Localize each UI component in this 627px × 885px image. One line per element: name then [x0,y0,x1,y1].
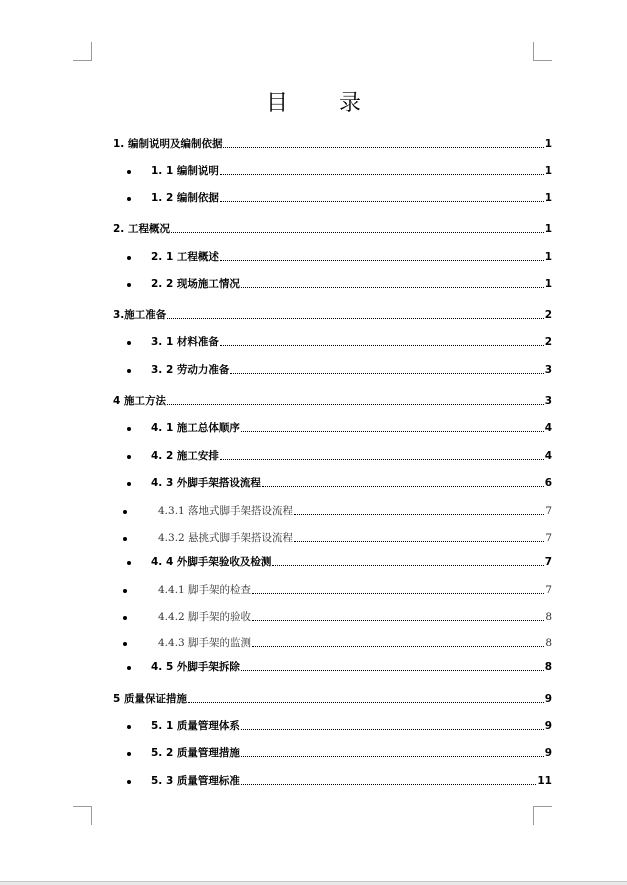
toc-entry[interactable] [158,531,552,545]
toc-entry[interactable] [151,449,552,463]
toc-page-number: 9 [544,720,552,732]
toc-page-number: 2 [544,309,552,321]
toc-page-number: 1 [544,192,552,204]
toc-entry[interactable] [151,476,552,490]
toc-page-number: 3 [544,364,552,376]
toc-entry-label: 1. 1 编制说明 [151,165,219,177]
toc-leader-dots [220,200,544,202]
toc-entry-label: 4. 4 外脚手架验收及检测 [151,556,272,568]
toc-leader-dots [220,458,544,460]
toc-entry[interactable] [151,660,552,674]
toc-page-number: 4 [544,450,552,462]
toc-entry-label: 1. 2 编制依据 [151,192,219,204]
toc-leader-dots [167,317,543,319]
toc-entry[interactable] [158,504,552,518]
crop-mark-top-right [533,42,552,61]
crop-mark-bottom-left [73,806,92,825]
toc-entry[interactable] [158,610,552,624]
toc-entry-label: 4 施工方法 [113,395,166,407]
toc-page-number: 1 [544,251,552,263]
toc-entry-label: 4.4.2 脚手架的验收 [158,611,252,623]
toc-entry[interactable] [151,719,552,733]
toc-entry-label: 4.3.2 悬挑式脚手架搭设流程 [158,532,294,544]
toc-page-number: 1 [544,138,552,150]
toc-page-number: 7 [545,532,552,544]
bullet-icon [127,752,131,756]
bullet-icon [127,256,131,260]
toc-entry-label: 3. 2 劳动力准备 [151,364,230,376]
bullet-icon [127,197,131,201]
toc-page-number: 7 [545,505,552,517]
toc-entry[interactable] [113,692,552,706]
bullet-icon [127,369,131,373]
toc-leader-dots [272,564,543,566]
bullet-icon [127,561,131,565]
bullet-icon [127,427,131,431]
toc-entry[interactable] [151,421,552,435]
toc-page-number: 6 [544,477,552,489]
toc-leader-dots [252,619,544,621]
bullet-icon [127,170,131,174]
toc-leader-dots [223,146,543,148]
bullet-icon [127,725,131,729]
toc-entry-label: 3.施工准备 [113,309,167,321]
toc-entry[interactable] [151,277,552,291]
toc-entry-label: 3. 1 材料准备 [151,336,219,348]
toc-entry-label: 5. 1 质量管理体系 [151,720,240,732]
toc-leader-dots [220,344,544,346]
toc-entry-label: 4.3.1 落地式脚手架搭设流程 [158,505,294,517]
bullet-icon [123,510,127,514]
toc-entry[interactable] [158,583,552,597]
toc-entry[interactable] [151,191,552,205]
toc-entry-label: 4.4.3 脚手架的监测 [158,637,252,649]
toc-leader-dots [252,592,544,594]
bullet-icon [127,780,131,784]
toc-leader-dots [294,513,544,515]
toc-entry[interactable] [113,137,552,151]
toc-leader-dots [241,286,544,288]
bullet-icon [123,537,127,541]
toc-leader-dots [262,485,544,487]
toc-entry[interactable] [113,308,552,322]
toc-entry-label: 4. 1 施工总体顺序 [151,422,240,434]
bullet-icon [123,642,127,646]
toc-page-number: 2 [544,336,552,348]
toc-page-number: 8 [544,661,552,673]
bullet-icon [127,283,131,287]
toc-page-number: 3 [544,395,552,407]
toc-leader-dots [220,259,544,261]
toc-page-number: 4 [544,422,552,434]
toc-entry-label: 2. 1 工程概述 [151,251,219,263]
bullet-icon [123,616,127,620]
bullet-icon [127,341,131,345]
toc-entry[interactable] [151,164,552,178]
toc-entry-label: 5. 2 质量管理措施 [151,747,240,759]
toc-leader-dots [294,540,544,542]
toc-page-number: 7 [545,584,552,596]
toc-leader-dots [241,669,544,671]
toc-entry[interactable] [151,555,552,569]
toc-page-number: 11 [537,775,552,787]
toc-page-number: 7 [544,556,552,568]
toc-entry-label: 2. 2 现场施工情况 [151,278,240,290]
bullet-icon [123,589,127,593]
toc-leader-dots [241,783,536,785]
toc-entry-label: 1. 编制说明及编制依据 [113,138,223,150]
toc-page-number: 1 [544,165,552,177]
toc-entry-label: 4. 5 外脚手架拆除 [151,661,240,673]
toc-entry-label: 4.4.1 脚手架的检查 [158,584,252,596]
toc-leader-dots [241,728,544,730]
toc-entry[interactable] [151,746,552,760]
crop-mark-top-left [73,42,92,61]
toc-entry[interactable] [151,363,552,377]
toc-entry[interactable] [151,250,552,264]
bullet-icon [127,455,131,459]
toc-entry[interactable] [151,774,552,788]
toc-page-number: 8 [545,637,552,649]
toc-page-number: 9 [544,693,552,705]
toc-entry[interactable] [151,335,552,349]
toc-page-number: 8 [545,611,552,623]
toc-page-number: 1 [544,223,552,235]
toc-entry[interactable] [113,222,552,236]
toc-entry-label: 2. 工程概况 [113,223,170,235]
toc-entry[interactable] [113,394,552,408]
toc-entry-label: 4. 3 外脚手架搭设流程 [151,477,261,489]
bullet-icon [127,666,131,670]
toc-leader-dots [241,430,544,432]
toc-entry-label: 5. 3 质量管理标准 [151,775,240,787]
toc-leader-dots [252,645,544,647]
toc-entry[interactable] [158,636,552,650]
crop-mark-bottom-right [533,806,552,825]
toc-leader-dots [220,173,544,175]
toc-entry-label: 5 质量保证措施 [113,693,187,705]
toc-title: 目 录 [266,91,383,116]
toc-page-number: 9 [544,747,552,759]
toc-page-number: 1 [544,278,552,290]
toc-leader-dots [230,372,543,374]
toc-leader-dots [171,231,544,233]
toc-leader-dots [167,403,544,405]
toc-leader-dots [188,701,544,703]
bullet-icon [127,482,131,486]
toc-leader-dots [241,755,544,757]
toc-entry-label: 4. 2 施工安排 [151,450,219,462]
